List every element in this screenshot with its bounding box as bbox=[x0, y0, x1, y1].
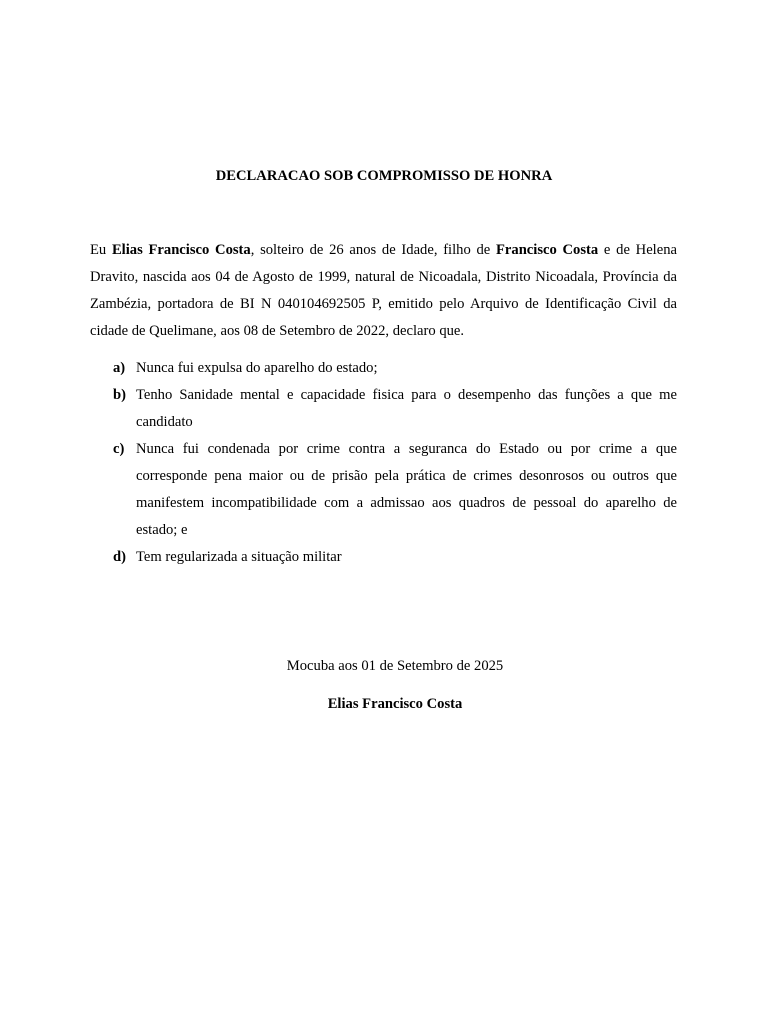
list-item-text: Tenho Sanidade mental e capacidade fisica para o desempenho das funções a que me candidato bbox=[136, 387, 677, 430]
intro-paragraph bbox=[90, 237, 677, 345]
intro-part2: e de Helena Dravito, nascida aos 04 de Agosto de 1999, natural de Nicoadala, Distrito Nicoadala, Província da Zambézia, portadora de BI N 040104692505 P, emitido pelo Arquivo de Identificação Civil da cidade de Quelimane, aos 08 de Setembro de 2022, declaro que. bbox=[90, 242, 677, 339]
list-item bbox=[90, 355, 677, 382]
list-marker: c) bbox=[113, 441, 125, 457]
father-name: Francisco Costa bbox=[496, 242, 599, 258]
signature-name: Elias Francisco Costa bbox=[327, 696, 463, 712]
list-item-text: Tem regularizada a situação militar bbox=[136, 549, 342, 565]
place-date: Mocuba aos 01 de Setembro de 2025 bbox=[286, 658, 504, 674]
intro-part1: , solteiro de 26 anos de Idade, filho de bbox=[250, 242, 496, 258]
document-title: DECLARACAO SOB COMPROMISSO DE HONRA bbox=[215, 168, 553, 184]
list-item bbox=[90, 382, 677, 436]
list-marker: d) bbox=[113, 549, 126, 565]
list-item-text: Nunca fui condenada por crime contra a seguranca do Estado ou por crime a que corresponde pena maior ou de prisão pela prática de crimes desonrosos ou outros que manifestem incompatibilidade com a admissao aos quadros de pessoal do aparelho de estado; e bbox=[136, 441, 677, 538]
list-item bbox=[90, 436, 677, 544]
list-marker: b) bbox=[113, 387, 126, 403]
list-marker: a) bbox=[113, 360, 126, 376]
declarant-name: Elias Francisco Costa bbox=[111, 242, 251, 258]
list-item-text: Nunca fui expulsa do aparelho do estado; bbox=[136, 360, 378, 376]
list-item bbox=[90, 544, 677, 571]
intro-prefix: Eu bbox=[90, 242, 112, 258]
declaration-list bbox=[90, 355, 677, 571]
